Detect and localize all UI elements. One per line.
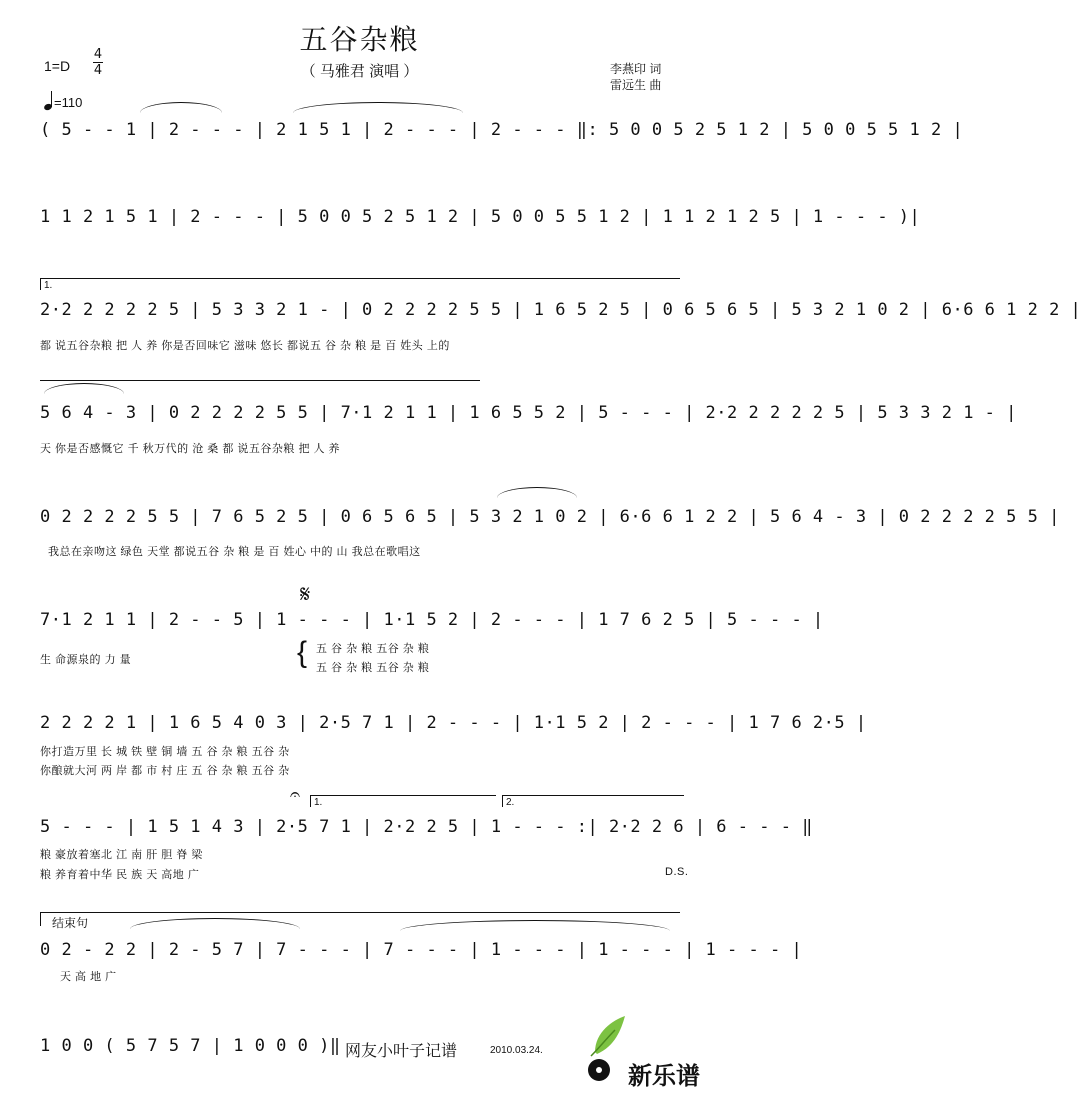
volta-hook bbox=[40, 278, 41, 290]
score-row-4: 5 6 4 - 3 | 0 2 2 2 2 5 5 | 7·1 2 1 1 | 1 6 5 5 2 | 5 - - - | 2·2 2 2 2 2 5 | 5 3 3 2 1 - | bbox=[40, 403, 1017, 423]
lyrics-row-7-verse-1: 你打造万里 长 城 铁 壁 铜 墙 五 谷 杂 粮 五谷 杂 bbox=[40, 746, 290, 758]
score-row-8: 5 - - - | 1 5 1 4 3 | 2·5 7 1 | 2·2 2 5 | 1 - - - :| 2·2 2 6 | 6 - - - ‖ bbox=[40, 817, 813, 837]
composer-credit: 雷远生 曲 bbox=[610, 78, 662, 92]
time-signature bbox=[92, 47, 104, 78]
performer-credit: （ 马雅君 演唱 ） bbox=[300, 63, 419, 80]
tie-arc bbox=[140, 102, 222, 113]
lyrics-row-5: 我总在亲吻这 绿色 天堂 都说五谷 杂 粮 是 百 姓心 中的 山 我总在歌唱这 bbox=[48, 546, 421, 558]
brace-icon: { bbox=[297, 636, 308, 669]
transcriber-note: 网友小叶子记谱 bbox=[345, 1041, 458, 1060]
coda-label: 结束句 bbox=[52, 916, 89, 930]
score-row-5: 0 2 2 2 2 5 5 | 7 6 5 2 5 | 0 6 5 6 5 | 5 3 2 1 0 2 | 6·6 6 1 2 2 | 5 6 4 - 3 | 0 2 2 2 2 5 5 | bbox=[40, 507, 1060, 527]
volta-hook bbox=[502, 795, 503, 807]
tie-arc bbox=[497, 487, 577, 498]
score-row-1: ( 5 - - 1 | 2 - - - | 2 1 5 1 | 2 - - - | 2 - - - ‖: 5 0 0 5 2 5 1 2 | 5 0 0 5 5 1 2 | bbox=[40, 120, 964, 140]
coda-bracket bbox=[40, 912, 680, 913]
tempo-marking bbox=[44, 90, 82, 110]
lyrics-row-7-verse-2: 你酿就大河 两 岸 都 市 村 庄 五 谷 杂 粮 五谷 杂 bbox=[40, 765, 290, 777]
volta-number: 1. bbox=[44, 280, 53, 291]
transcription-date: 2010.03.24. bbox=[490, 1045, 543, 1056]
tie-arc bbox=[44, 383, 124, 394]
lyrics-row-8-verse-2: 粮 养育着中华 民 族 天 高地 广 bbox=[40, 869, 200, 881]
tie-arc bbox=[293, 102, 463, 113]
coda-hook bbox=[40, 912, 41, 926]
lyrics-row-6-verse-2: 五 谷 杂 粮 五谷 杂 粮 bbox=[316, 662, 430, 674]
score-row-2: 1 1 2 1 5 1 | 2 - - - | 5 0 0 5 2 5 1 2 | 5 0 0 5 5 1 2 | 1 1 2 1 2 5 | 1 - - - )| bbox=[40, 207, 921, 227]
dal-segno-mark: D.S. bbox=[665, 866, 689, 878]
key-signature: 1=D bbox=[44, 58, 71, 74]
lyrics-row-8-verse-1: 粮 豪放着塞北 江 南 肝 胆 脊 梁 bbox=[40, 849, 203, 861]
lyrics-row-4: 天 你是否感慨它 千 秋万代的 沧 桑 都 说五谷杂粮 把 人 养 bbox=[40, 443, 341, 455]
meter-bottom: 4 bbox=[93, 63, 103, 78]
segno-icon: 𝄋 bbox=[300, 580, 311, 608]
score-row-3: 2·2 2 2 2 2 5 | 5 3 3 2 1 - | 0 2 2 2 2 5 5 | 1 6 5 2 5 | 0 6 5 6 5 | 5 3 2 1 0 2 | 6·6 6 1 2 2 | bbox=[40, 300, 1081, 320]
score-row-7: 2 2 2 2 1 | 1 6 5 4 0 3 | 2·5 7 1 | 2 - - - | 1·1 5 2 | 2 - - - | 1 7 6 2·5 | bbox=[40, 713, 867, 733]
volta-bracket-2 bbox=[502, 795, 684, 796]
tie-arc bbox=[400, 920, 670, 931]
lyricist-credit: 李燕印 词 bbox=[610, 62, 662, 76]
volta-bracket-1 bbox=[310, 795, 496, 796]
lyrics-row-6-lead: 生 命源泉的 力 量 bbox=[40, 654, 132, 666]
lyrics-row-9: 天 高 地 广 bbox=[60, 971, 117, 983]
page-title: 五谷杂粮 bbox=[299, 23, 420, 56]
volta-hook bbox=[310, 795, 311, 807]
volta-number-2: 2. bbox=[506, 797, 515, 808]
leaf-logo-icon bbox=[585, 1012, 629, 1084]
lyrics-row-6-verse-1: 五 谷 杂 粮 五谷 杂 粮 bbox=[316, 643, 430, 655]
tie-arc bbox=[130, 918, 300, 929]
volta-bracket bbox=[40, 380, 480, 381]
score-row-10: 1 0 0 ( 5 7 5 7 | 1 0 0 0 )‖ bbox=[40, 1036, 341, 1056]
volta-bracket bbox=[40, 278, 680, 279]
meter-top: 4 bbox=[93, 47, 103, 62]
tempo-value: =110 bbox=[54, 95, 83, 110]
score-row-6: 7·1 2 1 1 | 2 - - 5 | 1 - - - | 1·1 5 2 | 2 - - - | 1 7 6 2 5 | 5 - - - | bbox=[40, 610, 824, 630]
fermata-icon: 𝄐 bbox=[290, 784, 301, 804]
site-logo-text: 新乐谱 bbox=[628, 1062, 700, 1090]
score-row-9: 0 2 - 2 2 | 2 - 5 7 | 7 - - - | 7 - - - | 1 - - - | 1 - - - | 1 - - - | bbox=[40, 940, 803, 960]
lyrics-row-3: 都 说五谷杂粮 把 人 养 你是否回味它 滋味 悠长 都说五 谷 杂 粮 是 百 姓头 上的 bbox=[40, 340, 450, 352]
volta-number-1: 1. bbox=[314, 797, 323, 808]
quarter-note-icon bbox=[44, 90, 54, 110]
